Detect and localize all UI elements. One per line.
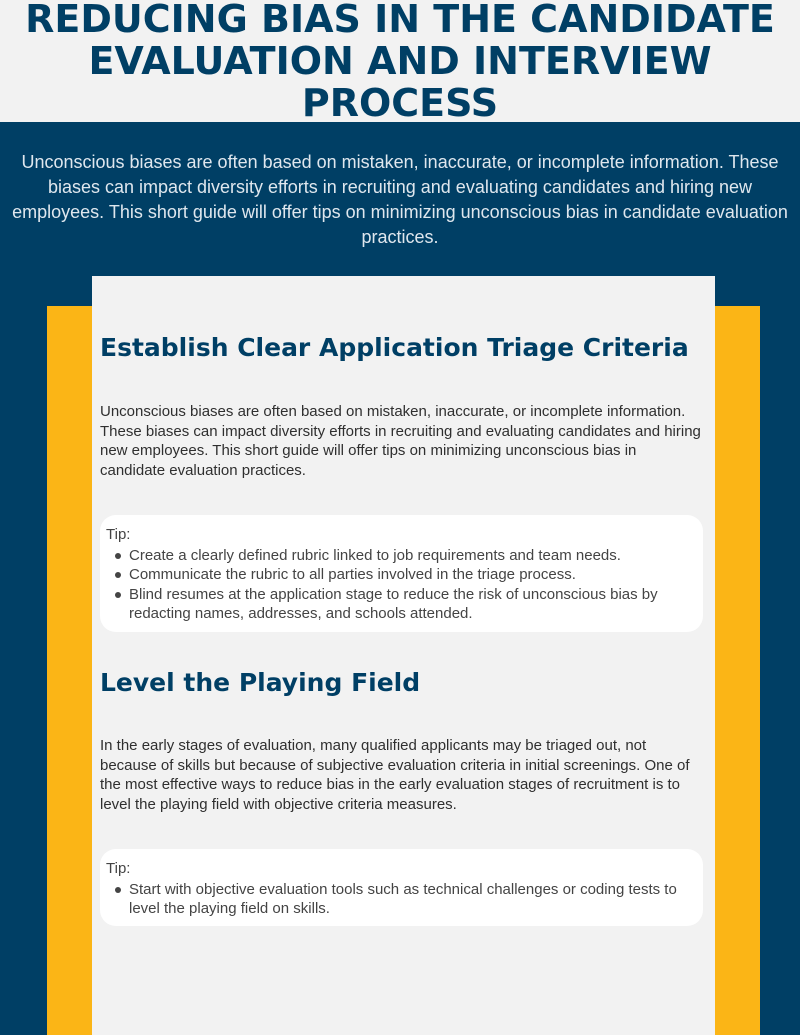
bullet-icon bbox=[115, 572, 121, 578]
bullet-icon bbox=[115, 553, 121, 559]
list-item bbox=[106, 546, 697, 566]
list-item bbox=[106, 565, 697, 585]
tip-box-triage bbox=[100, 515, 703, 632]
tip-label: Tip: bbox=[106, 526, 131, 543]
section-heading-triage: Establish Clear Application Triage Criteria bbox=[100, 333, 689, 362]
section-body-playing-field: In the early stages of evaluation, many qualified applicants may be triaged out, not because of skills but because of subjective evaluation criteria in initial screenings. One of the most effective ways to reduce bias in the early evaluation stages of recruitment is to level the playing field with objective criteria measures. bbox=[100, 737, 690, 813]
list-item bbox=[106, 585, 697, 624]
tip-text: Start with objective evaluation tools such as technical challenges or coding tests to level the playing field on skills. bbox=[129, 880, 677, 917]
tip-label: Tip: bbox=[106, 860, 131, 877]
title-banner bbox=[0, 0, 800, 125]
list-item bbox=[106, 880, 697, 919]
section-body-triage: Unconscious biases are often based on mistaken, inaccurate, or incomplete information. These biases can impact diversity efforts in recruiting and evaluating candidates and hiring new employees. This short guide will offer tips on minimizing unconscious bias in candidate evaluation practices. bbox=[100, 403, 701, 479]
tip-text: Create a clearly defined rubric linked to job requirements and team needs. bbox=[129, 546, 621, 564]
page-title: REDUCING BIAS IN THE CANDIDATE EVALUATION AND INTERVIEW PROCESS bbox=[25, 0, 775, 125]
tip-text: Communicate the rubric to all parties involved in the triage process. bbox=[129, 566, 576, 583]
intro-paragraph: Unconscious biases are often based on mistaken, inaccurate, or incomplete information. These biases can impact diversity efforts in recruiting and evaluating candidates and hiring new employees. This short guide will offer tips on minimizing unconscious bias in candidate evaluation practices. bbox=[12, 152, 788, 247]
bullet-icon bbox=[115, 592, 121, 598]
tip-text: Blind resumes at the application stage to reduce the risk of unconscious bias by redacting names, addresses, and schools attended. bbox=[129, 585, 658, 622]
bullet-icon bbox=[115, 887, 121, 893]
section-heading-playing-field: Level the Playing Field bbox=[100, 668, 421, 697]
tip-list bbox=[106, 880, 697, 919]
tip-box-playing-field bbox=[100, 849, 703, 926]
tip-list bbox=[106, 546, 697, 624]
